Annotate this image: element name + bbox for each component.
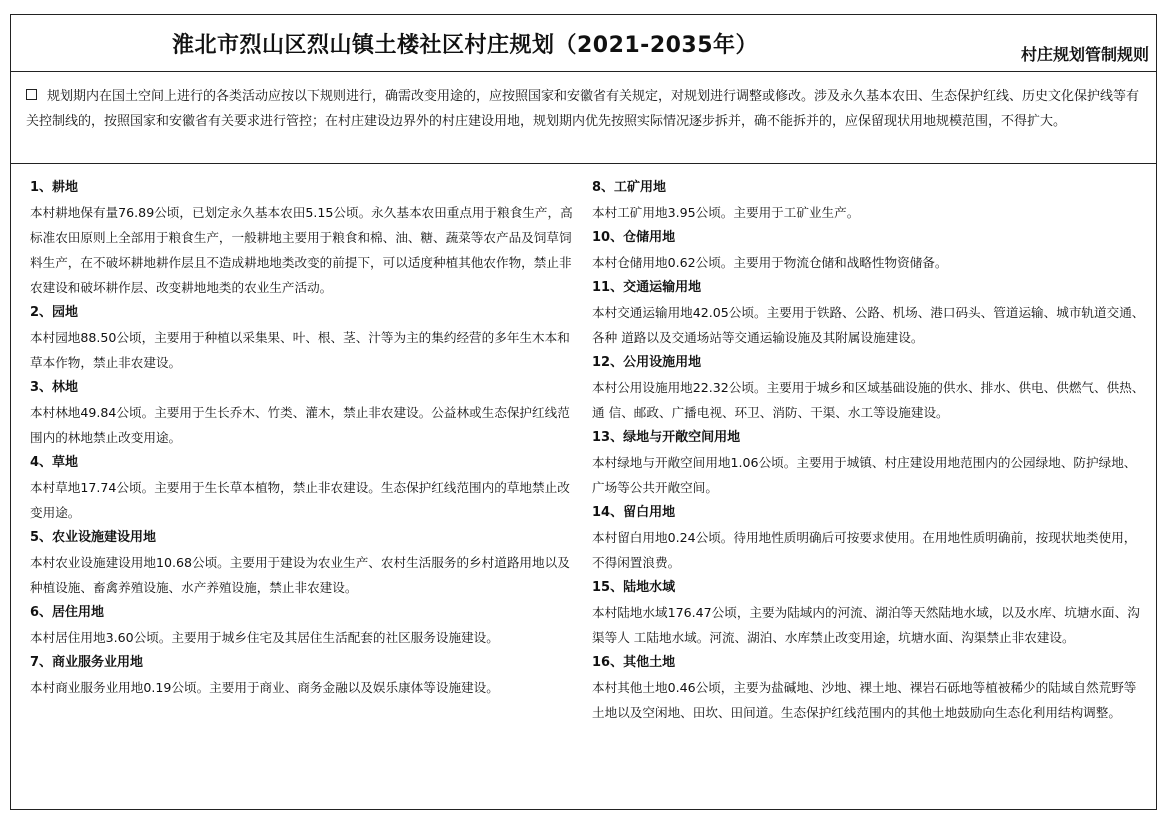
section-body: 本村陆地水域176.47公顷，主要为陆域内的河流、湖泊等天然陆地水域，以及水库、坑塘水面、沟渠等人 工陆地水域。河流、湖泊、水库禁止改变用途，坑塘水面、沟渠禁止非农建设。 xyxy=(592,605,1140,645)
page-subtitle: 村庄规划管制规则 xyxy=(1020,45,1149,64)
notice-box xyxy=(10,72,1157,164)
section-body: 本村工矿用地3.95公顷。主要用于工矿业生产。 xyxy=(592,205,860,220)
section-grassland xyxy=(30,450,582,525)
notice-text: 规划期内在国土空间上进行的各类活动应按以下规则进行，确需改变用途的，应按照国家和安徽省有关规定，对规划进行调整或修改。涉及永久基本农田、生态保护红线、历史文化保护线等有关控制线的，按照国家和安徽省有关要求进行管控；在村庄建设边界外的村庄建设用地，规划期内优先按照实际情况逐步拆并，确不能拆并的，应保留现状用地规模范围，不得扩大。 xyxy=(26,89,1140,129)
section-body: 本村园地88.50公顷，主要用于种植以采集果、叶、根、茎、汁等为主的集约经营的多年生木本和草本作物，禁止非农建设。 xyxy=(30,330,570,370)
section-body: 本村留白用地0.24公顷。待用地性质明确后可按要求使用。在用地性质明确前，按现状地类使用，不得闲置浪费。 xyxy=(592,530,1137,570)
section-title: 2、园地 xyxy=(30,305,79,320)
section-body: 本村商业服务业用地0.19公顷。主要用于商业、商务金融以及娱乐康体等设施建设。 xyxy=(30,680,499,695)
section-residential-land xyxy=(30,600,582,650)
section-body: 本村交通运输用地42.05公顷。主要用于铁路、公路、机场、港口码头、管道运输、城市轨道交通、各种 道路以及交通场站等交通运输设施及其附属设施建设。 xyxy=(592,305,1145,345)
section-title: 14、留白用地 xyxy=(592,505,676,520)
section-body: 本村居住用地3.60公顷。主要用于城乡住宅及其居住生活配套的社区服务设施建设。 xyxy=(30,630,499,645)
section-title: 11、交通运输用地 xyxy=(592,280,702,295)
section-body: 本村其他土地0.46公顷，主要为盐碱地、沙地、裸土地、裸岩石砾地等植被稀少的陆域自然荒野等土地以及空闲地、田坎、田间道。生态保护红线范围内的其他土地鼓励向生态化利用结构调整。 xyxy=(592,680,1137,720)
section-storage-land xyxy=(592,225,1148,275)
section-body: 本村林地49.84公顷。主要用于生长乔木、竹类、灌木，禁止非农建设。公益林或生态保护红线范围内的林地禁止改变用途。 xyxy=(30,405,570,445)
section-garden-land xyxy=(30,300,582,375)
section-body: 本村草地17.74公顷。主要用于生长草本植物，禁止非农建设。生态保护红线范围内的草地禁止改变用途。 xyxy=(30,480,570,520)
section-title: 15、陆地水域 xyxy=(592,580,676,595)
section-transport-land xyxy=(592,275,1148,350)
section-title: 7、商业服务业用地 xyxy=(30,655,144,670)
section-green-open-space-land xyxy=(592,425,1148,500)
section-title: 5、农业设施建设用地 xyxy=(30,530,157,545)
section-title: 6、居住用地 xyxy=(30,605,105,620)
section-reserved-land xyxy=(592,500,1148,575)
section-title: 3、林地 xyxy=(30,380,79,395)
section-forest-land xyxy=(30,375,582,450)
section-cultivated-land xyxy=(30,175,582,300)
section-body: 本村仓储用地0.62公顷。主要用于物流仓储和战略性物资储备。 xyxy=(592,255,948,270)
section-title: 4、草地 xyxy=(30,455,79,470)
section-body: 本村绿地与开敞空间用地1.06公顷。主要用于城镇、村庄建设用地范围内的公园绿地、防护绿地、广场等公共开敞空间。 xyxy=(592,455,1137,495)
section-other-land xyxy=(592,650,1148,725)
header xyxy=(10,14,1157,72)
section-title: 1、耕地 xyxy=(30,180,79,195)
section-land-water-area xyxy=(592,575,1148,650)
right-column xyxy=(592,175,1148,725)
section-title: 12、公用设施用地 xyxy=(592,355,702,370)
page-title: 淮北市烈山区烈山镇土楼社区村庄规划（2021-2035年） xyxy=(171,33,759,58)
square-bullet-icon xyxy=(26,89,37,100)
section-body: 本村农业设施建设用地10.68公顷。主要用于建设为农业生产、农村生活服务的乡村道路用地以及种植设施、畜禽养殖设施、水产养殖设施，禁止非农建设。 xyxy=(30,555,570,595)
left-column xyxy=(30,175,582,700)
section-public-utility-land xyxy=(592,350,1148,425)
section-commercial-land xyxy=(30,650,582,700)
section-body: 本村公用设施用地22.32公顷。主要用于城乡和区域基础设施的供水、排水、供电、供燃气、供热、通 信、邮政、广播电视、环卫、消防、干渠、水工等设施建设。 xyxy=(592,380,1145,420)
section-title: 10、仓储用地 xyxy=(592,230,676,245)
section-industrial-mining-land xyxy=(592,175,1148,225)
section-title: 16、其他土地 xyxy=(592,655,676,670)
section-title: 8、工矿用地 xyxy=(592,180,667,195)
section-agricultural-facility-land xyxy=(30,525,582,600)
section-title: 13、绿地与开敞空间用地 xyxy=(592,430,741,445)
section-body: 本村耕地保有量76.89公顷，已划定永久基本农田5.15公顷。永久基本农田重点用于粮食生产，高标准农田原则上全部用于粮食生产，一般耕地主要用于粮食和棉、油、糖、蔬菜等农产品及饲草饲料生产，在不破坏耕地耕作层且不造成耕地地类改变的前提下，可以适度种植其他农作物，禁止非农建设和破坏耕作层、改变耕地地类的农业生产活动。 xyxy=(30,205,573,295)
